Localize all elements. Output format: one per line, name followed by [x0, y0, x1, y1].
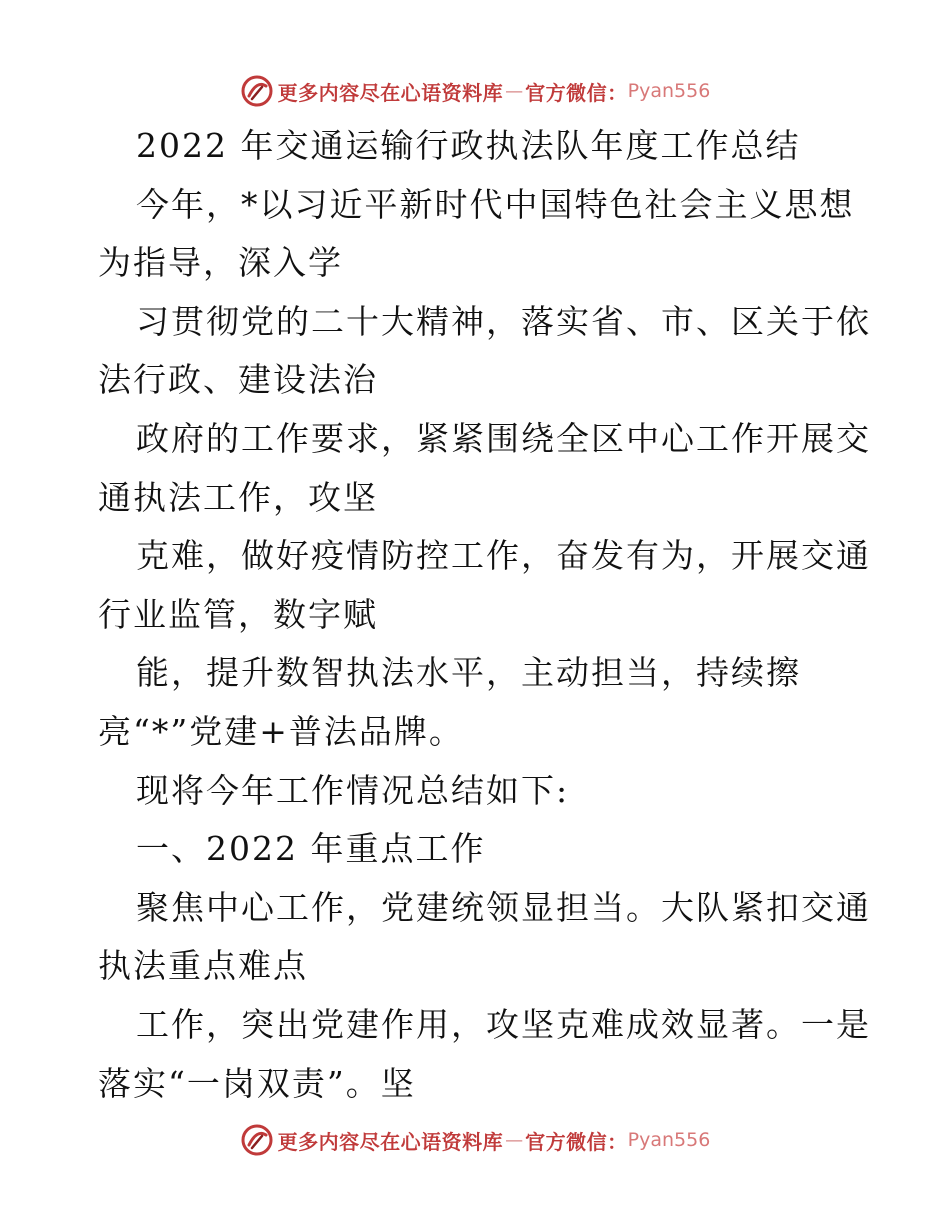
paragraph-line: 现将今年工作情况总结如下:	[136, 770, 570, 810]
footer-banner-label: 官方微信：	[525, 1129, 628, 1154]
header-banner-label: 官方微信：	[525, 80, 628, 105]
paragraph-line: 执法重点难点	[98, 946, 308, 986]
footer-banner-text: 更多内容尽在心语资料库	[277, 1129, 504, 1154]
paragraph-line: 今年，*以习近平新时代中国特色社会主义思想	[136, 184, 855, 224]
paragraph-line: 习贯彻党的二十大精神，落实省、市、区关于依	[136, 301, 871, 341]
footer-banner-wechat-id: Pyan556	[627, 1129, 711, 1151]
paragraph-line: 聚焦中心工作，党建统领显担当。大队紧扣交通	[136, 887, 871, 927]
brand-logo-icon	[240, 1123, 274, 1157]
paragraph-line: 为指导，深入学	[98, 243, 343, 283]
paragraph-line: 政府的工作要求，紧紧围绕全区中心工作开展交	[136, 418, 871, 458]
header-banner	[0, 74, 950, 108]
paragraph-line: 落实“一岗双责”。坚	[98, 1063, 416, 1103]
paragraph-line: 工作，突出党建作用，攻坚克难成效显著。一是	[136, 1004, 871, 1044]
brand-logo-icon	[240, 74, 274, 108]
footer-banner-separator: —	[505, 1129, 524, 1151]
section-heading: 一、2022 年重点工作	[136, 829, 486, 869]
paragraph-line: 能，提升数智执法水平，主动担当，持续擦	[136, 653, 801, 693]
footer-banner	[0, 1123, 950, 1157]
header-banner-text: 更多内容尽在心语资料库	[277, 80, 504, 105]
document-title: 2022 年交通运输行政执法队年度工作总结	[136, 126, 801, 165]
paragraph-line: 通执法工作，攻坚	[98, 477, 378, 517]
paragraph-line: 法行政、建设法治	[98, 360, 378, 400]
header-banner-separator: —	[505, 80, 524, 102]
paragraph-line: 亮“*”党建+普法品牌。	[98, 711, 464, 751]
paragraph-line: 克难，做好疫情防控工作，奋发有为，开展交通	[136, 536, 871, 576]
header-banner-wechat-id: Pyan556	[627, 80, 711, 102]
paragraph-line: 行业监管，数字赋	[98, 594, 378, 634]
document-body	[98, 117, 871, 1113]
